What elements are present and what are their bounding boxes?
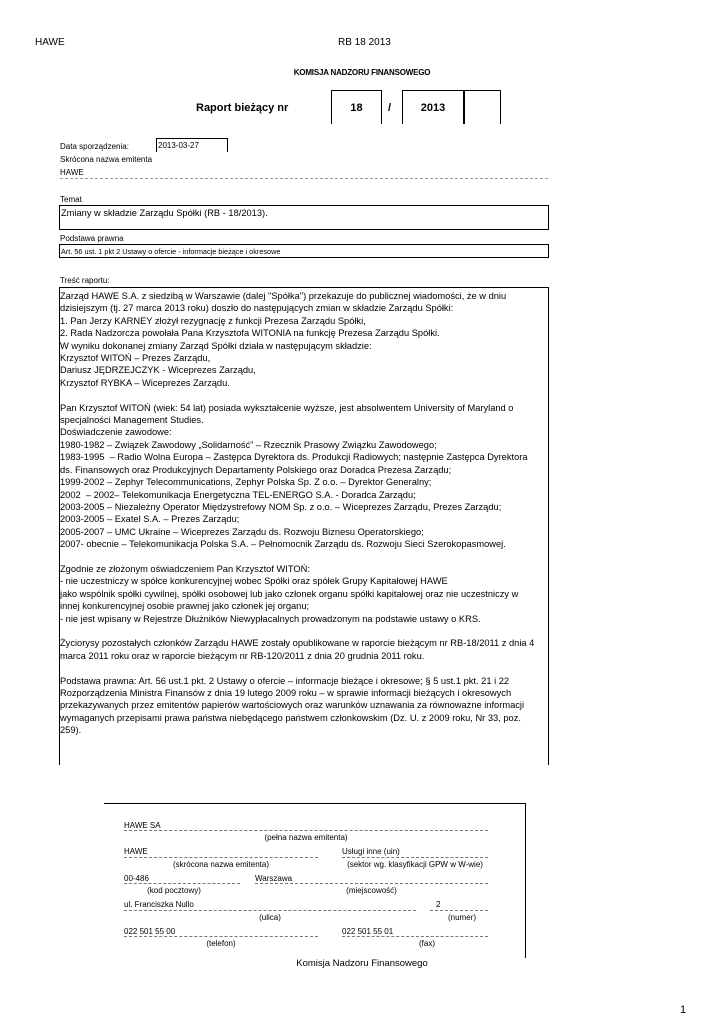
issuer-number: 2 [436, 900, 441, 909]
issuer-full-name: HAWE SA [124, 821, 161, 830]
issuer-phone: 022 501 55 00 [124, 927, 176, 936]
issuer-top-line [104, 803, 526, 804]
issuer-street-caption: (ulica) [259, 913, 281, 922]
report-extra-box [464, 90, 501, 124]
report-label: Raport bieżący nr [196, 102, 289, 114]
issuer-right-line [525, 803, 526, 958]
page-number: 1 [680, 1004, 687, 1016]
issuer-postal-line [124, 883, 240, 884]
issuer-postal-code: 00-486 [124, 874, 149, 883]
issuer-street-line [124, 910, 416, 911]
issuer-short-name-caption: (skrócona nazwa emitenta) [172, 860, 270, 869]
issuer-phone-line [124, 936, 318, 937]
report-content: Zarząd HAWE S.A. z siedzibą w Warszawie (dalej "Spółka") przekazuje do publicznej wiadomości, że w dniu dzisiejszym (tj. 27 marca 2013 roku) doszło do następujących zmian w składzie Zarządu Spółki: 1. Pan Jerzy KARNEY złożył rezygnację z funkcji Prezesa Zarządu Spółki, 2. Rada Nadzorcza powołała Pana Krzysztofa WITONIA na funkcję Prezesa Zarządu Spółki. W wyniku dokonanej zmiany Zarząd Spółki działa w następującym składzie: Krzysztof WITOŃ – Prezes Zarządu, Dariusz JĘDRZEJCZYK - Wiceprezes Zarządu, Krzysztof RYBKA – Wiceprezes Zarządu. Pan Krzysztof WITOŃ (wiek: 54 lat) posiada wykształcenie wyższe, jest absolwentem University of Maryland o specjalności Management Studies. Doświadczenie zawodowe: 1980-1982 – Związek Zawodowy „Solidarność” – Rzecznik Prasowy Związku Zawodowego; 1983-1995 – Radio Wolna Europa – Zastępca Dyrektora ds. Produkcji Radiowych; następnie Zastępca Dyrektora ds. Finansowych oraz Produkcyjnych Departamenty Polskiego oraz Doradca Prezesa Zarządu; 1999-2002 – Zephyr Telecommunications, Zephyr Polska Sp. Z o.o. – Dyrektor Generalny; 2002 – 2002– Telekomunikacja Energetyczna TEL-ENERGO S.A. - Doradca Zarządu; 2003-2005 – Niezależny Operator Międzystrefowy NOM Sp. z o.o. – Wiceprezes Zarządu, Prezes Zarządu; 2003-2005 – Exatel S.A. – Prezes Zarządu; 2005-2007 – UMC Ukraine – Wiceprezes Zarządu ds. Rozwoju Biznesu Operatorskiego; 2007- obecnie – Telekomunikacja Polska S.A. – Pełnomocnik Zarządu ds. Rozwoju Sieci Szerokopasmowej. Zgodnie ze złożonym oświadczeniem Pan Krzysztof WITOŃ: - nie uczestniczy w spółce konkurencyjnej wobec Spółki oraz spółek Grupy Kapitałowej HAWE jako wspólnik spółki cywilnej, spółki osobowej lub jako członek organu spółki kapitałowej oraz nie uczestniczy w innej konkurencyjnej osobie prawnej jako członek jej organu; - nie jest wpisany w Rejestrze Dłużników Niewypłacalnych prowadzonym na podstawie ustawy o KRS. Życiorysy pozostałych członków Zarządu HAWE zostały opublikowane w raporcie bieżącym nr RB-18/2011 z dnia 4 marca 2011 roku oraz w raporcie bieżącym nr RB-120/2011 z dnia 20 grudnia 2011 roku. Podstawa prawna: Art. 56 ust.1 pkt. 2 Ustawy o ofercie – informacje bieżące i okresowe; § 5 ust.1 pkt. 21 i 22 Rozporządzenia Ministra Finansów z dnia 19 lutego 2009 roku – w sprawie informacji bieżących i okresowych przekazywanych przez emitentów papierów wartościowych oraz warunków uznawania za równoważne informacji wymaganych przepisami prawa państwa niebędącego państwem członkowskim (Dz. U. z 2009 roku, Nr 33, poz. 259). [60, 291, 535, 736]
issuer-number-caption: (numer) [447, 913, 476, 922]
issuer-number-line [430, 910, 488, 911]
issuer-fax: 022 501 55 01 [342, 927, 394, 936]
issuer-sector-caption: (sektor wg. klasyfikacji GPW w W-wie) [347, 860, 483, 869]
report-number: 18 [350, 102, 363, 114]
subject-label: Temat [60, 195, 82, 204]
date-value: 2013-03-27 [156, 138, 228, 152]
issuer-short-name: HAWE [124, 847, 148, 856]
footer-authority: Komisja Nadzoru Finansowego [296, 958, 428, 969]
legal-basis-value: Art. 56 ust. 1 pkt 2 Ustawy o ofercie - informacje bieżące i okresowe [59, 244, 549, 258]
date-label: Data sporządzenia: [60, 142, 129, 151]
issuer-postal-caption: (kod pocztowy) [147, 886, 201, 895]
issuer-sector-line [342, 857, 488, 858]
issuer-street: ul. Franciszka Nullo [124, 900, 194, 909]
header-report-id: RB 18 2013 [338, 37, 391, 48]
issuer-full-name-line [124, 830, 488, 831]
issuer-city-caption: (miejscowość) [346, 886, 397, 895]
subject-value: Zmiany w składzie Zarządu Spółki (RB - 18/2013). [59, 205, 549, 230]
report-year: 2013 [420, 102, 446, 114]
issuer-city-line [255, 883, 488, 884]
issuer-city: Warszawa [255, 874, 293, 883]
legal-basis-label: Podstawa prawna [60, 234, 124, 243]
issuer-sector: Usługi inne (uin) [342, 847, 400, 856]
issuer-fax-line [342, 936, 488, 937]
header-company: HAWE [35, 37, 65, 48]
short-name-label: Skrócona nazwa emitenta [60, 155, 153, 164]
document-title: KOMISJA NADZORU FINANSOWEGO [293, 68, 431, 77]
meta-separator [60, 178, 548, 179]
issuer-phone-caption: (telefon) [206, 939, 236, 948]
report-slash: / [388, 102, 392, 114]
issuer-fax-caption: (fax) [419, 939, 435, 948]
content-label: Treść raportu: [60, 276, 110, 285]
short-name-value: HAWE [60, 168, 84, 177]
issuer-full-name-caption: (pełna nazwa emitenta) [264, 833, 348, 842]
issuer-short-name-line [124, 857, 318, 858]
